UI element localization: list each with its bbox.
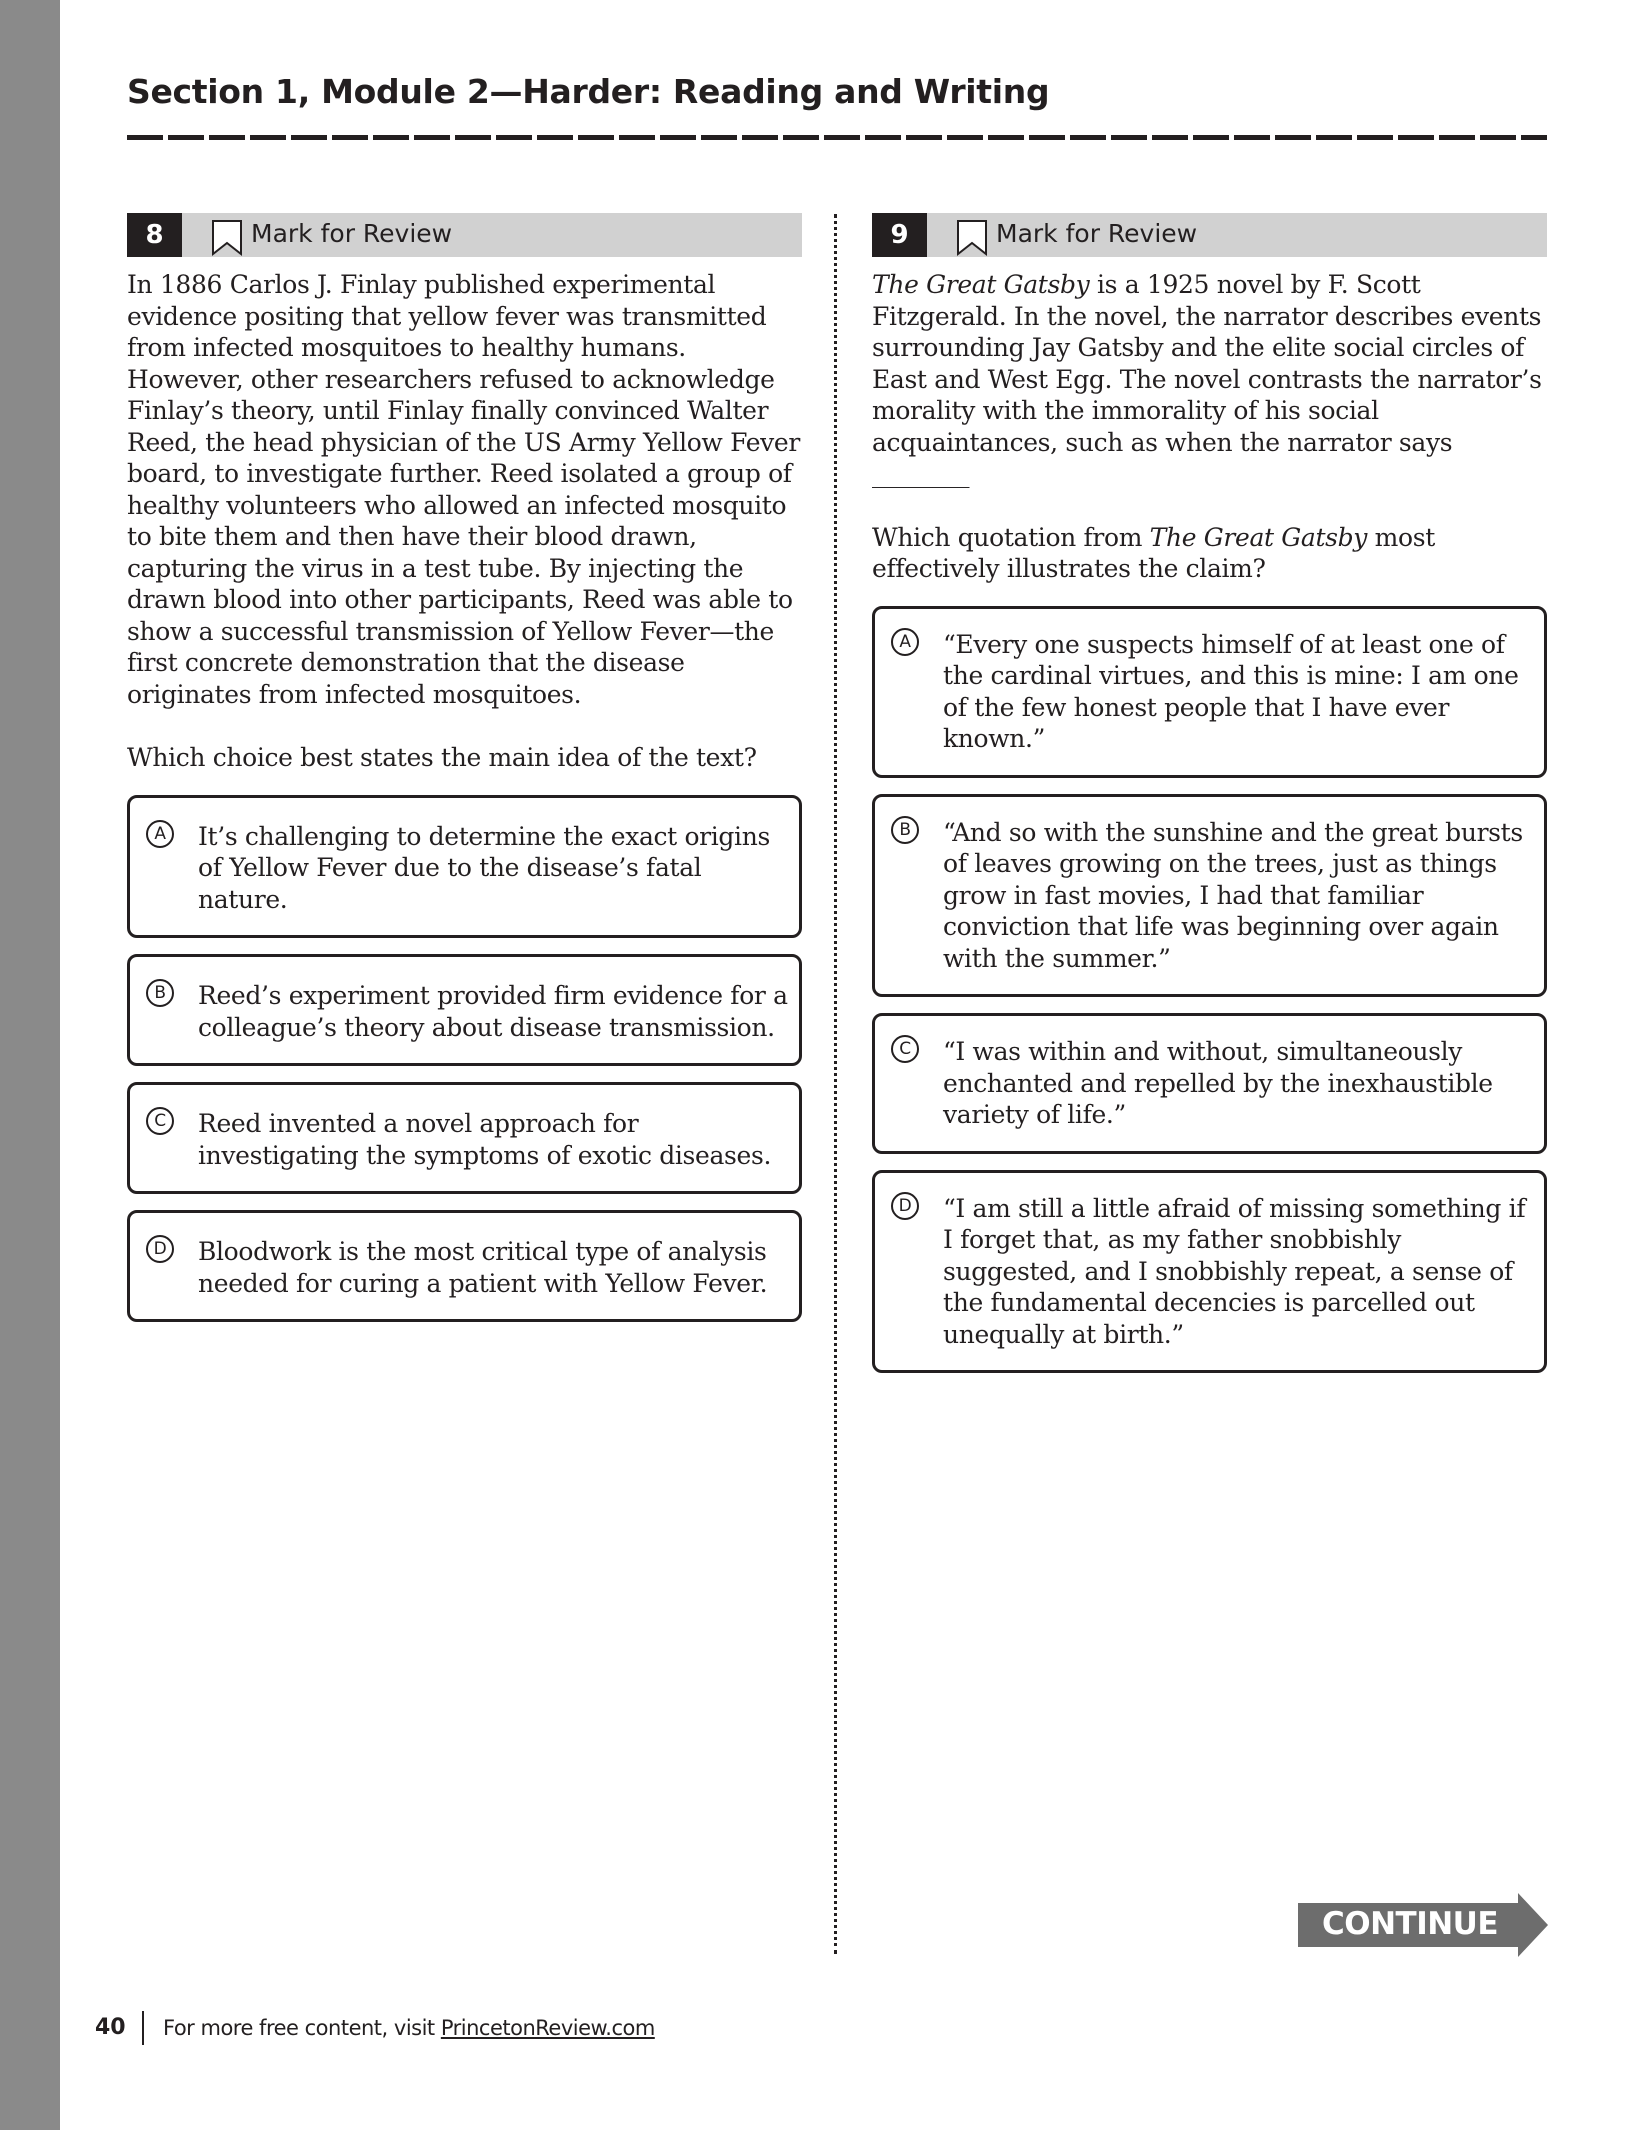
passage-text: In 1886 Carlos J. Finlay published experimental evidence positing that yellow fever was transmitted from infected mosquitoes to healthy humans. However, other researchers refused to acknowledge Finlay’s theory, until Finlay finally convinced Walter Reed, the head physician of the US Army Yellow Fever board, to investigate further. Reed isolated a group of healthy volunteers who allowed an infected mosquito to bite them and then have their blood drawn, capturing the virus in a test tube. By injecting the drawn blood into other participants, Reed was able to show a successful transmission of Yellow Fever—the first concrete demonstration that the disease originates from infected mosquitoes. xyxy=(127,270,800,709)
footer-link[interactable]: PrincetonReview.com xyxy=(440,2016,655,2040)
column-divider xyxy=(834,214,837,1954)
mark-for-review-button[interactable]: Mark for Review xyxy=(251,219,453,248)
choice-text: Bloodwork is the most critical type of analysis needed for curing a patient with Yellow Fever. xyxy=(198,1237,768,1298)
choice-text: Reed’s experiment provided firm evidence for a colleague’s theory about disease transmission. xyxy=(198,981,788,1042)
question-number: 8 xyxy=(127,213,182,257)
bookmark-icon[interactable] xyxy=(956,219,988,257)
question-8 xyxy=(127,213,802,1338)
section-title: Section 1, Module 2—Harder: Reading and Writing xyxy=(127,72,1050,111)
question-header xyxy=(127,213,802,257)
choice-a[interactable] xyxy=(127,795,802,939)
choice-letter-b: B xyxy=(891,816,919,844)
book-title: The Great Gatsby xyxy=(872,270,1090,299)
footer-label: For more free content, visit xyxy=(163,2016,441,2040)
choice-text: It’s challenging to determine the exact origins of Yellow Fever due to the disease’s fatal nature. xyxy=(198,821,770,914)
choice-letter-a: A xyxy=(891,628,919,656)
bookmark-icon[interactable] xyxy=(211,219,243,257)
title-rule xyxy=(127,135,1547,140)
choice-letter-d: D xyxy=(146,1235,174,1263)
passage-text xyxy=(872,269,1547,490)
question-prompt: Which choice best states the main idea of the text? xyxy=(127,743,757,772)
choice-text: “And so with the sunshine and the great bursts of leaves growing on the trees, just as things grow in fast movies, I had that familiar conviction that life was beginning over again with the summer.” xyxy=(943,817,1523,973)
question-9 xyxy=(872,213,1547,1389)
choice-b[interactable] xyxy=(127,954,802,1066)
choice-a[interactable] xyxy=(872,606,1547,778)
choice-letter-a: A xyxy=(146,820,174,848)
answer-choices xyxy=(872,606,1547,1374)
question-header xyxy=(872,213,1547,257)
choice-letter-c: C xyxy=(146,1107,174,1135)
question-number: 9 xyxy=(872,213,927,257)
mark-for-review-button[interactable]: Mark for Review xyxy=(996,219,1198,248)
choice-text: “I am still a little afraid of missing something if I forget that, as my father snobbishly suggested, and I snobbishly repeat, a sense of the fundamental decencies is parcelled out unequally at birth.” xyxy=(943,1193,1526,1349)
book-title: The Great Gatsby xyxy=(1149,522,1368,552)
prompt-start: Which quotation from xyxy=(872,522,1150,552)
choice-text: “Every one suspects himself of at least one of the cardinal virtues, and this is mine: I am one of the few honest people that I have ever known.” xyxy=(943,629,1519,753)
choice-c[interactable] xyxy=(872,1013,1547,1154)
continue-label: CONTINUE xyxy=(1322,1906,1499,1942)
page-number: 40 xyxy=(95,2015,126,2040)
choice-letter-b: B xyxy=(146,979,174,1007)
choice-d[interactable] xyxy=(872,1170,1547,1374)
footer-divider xyxy=(142,2011,144,2045)
question-prompt xyxy=(872,522,1547,585)
answer-choices xyxy=(127,795,802,1323)
choice-c[interactable] xyxy=(127,1082,802,1194)
choice-letter-d: D xyxy=(891,1192,919,1220)
choice-text: “I was within and without, simultaneously enchanted and repelled by the inexhaustible variety of life.” xyxy=(943,1037,1493,1129)
continue-button[interactable] xyxy=(1298,1893,1548,1957)
choice-b[interactable] xyxy=(872,794,1547,998)
choice-letter-c: C xyxy=(891,1035,919,1063)
footer-text xyxy=(163,2016,655,2040)
side-bar xyxy=(0,0,60,2130)
passage-body: is a 1925 novel by F. Scott Fitzgerald. In the novel, the narrator describes events surrounding Jay Gatsby and the elite social circles of East and West Egg. The novel contrasts the narrator’s morality with the immorality of his social acquaintances, such as when the narrator says ________ xyxy=(872,270,1542,488)
prompt-end: most effectively illustrates the claim? xyxy=(872,522,1435,583)
choice-d[interactable] xyxy=(127,1210,802,1322)
choice-text: Reed invented a novel approach for investigating the symptoms of exotic diseases. xyxy=(198,1109,772,1170)
